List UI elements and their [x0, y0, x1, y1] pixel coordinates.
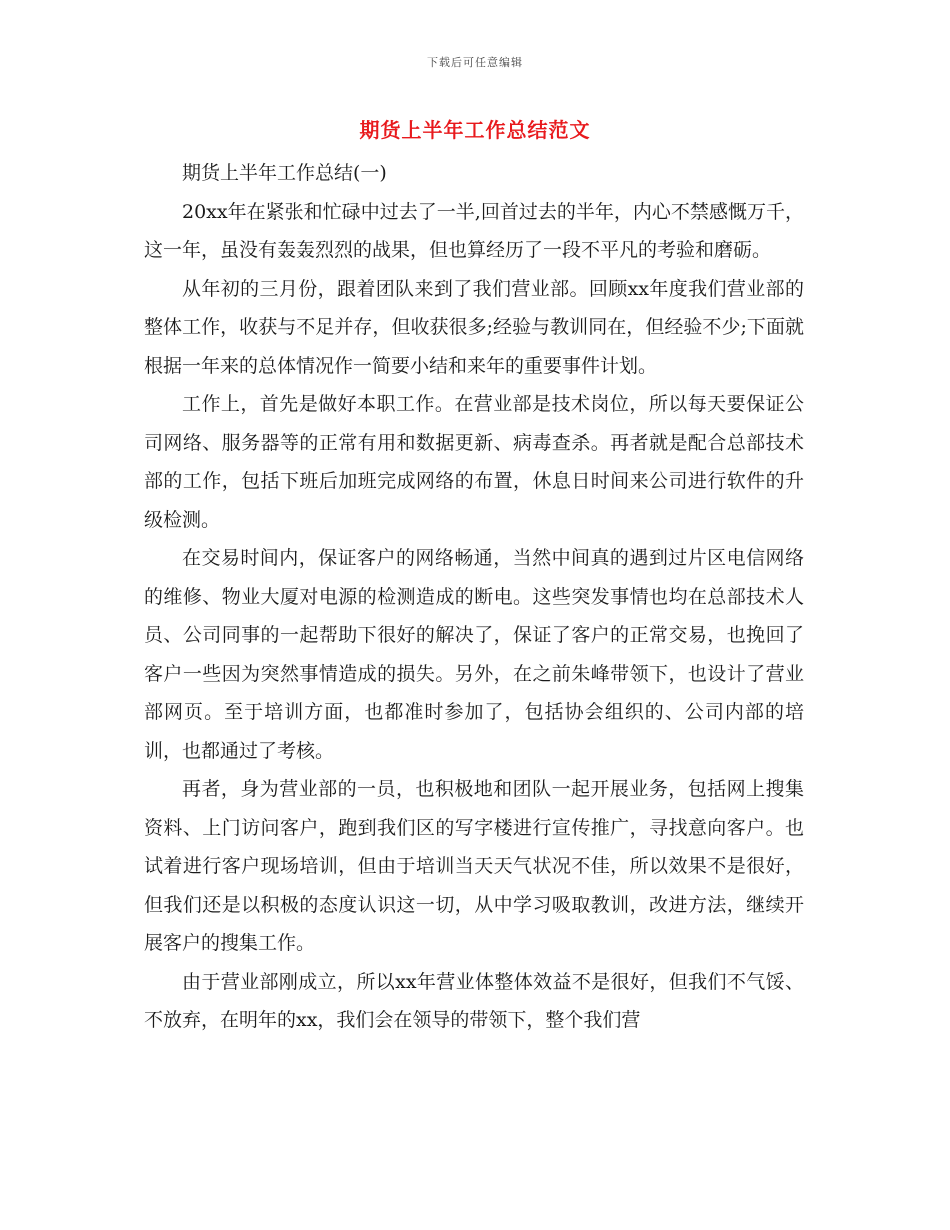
header-note: 下载后可任意编辑 [427, 56, 523, 69]
document-title: 期货上半年工作总结范文 [359, 118, 591, 142]
body-paragraph: 由于营业部刚成立，所以xx年营业体整体效益不是很好，但我们不气馁、不放弃，在明年的xx，我们会在领导的带领下，整个我们营 [144, 970, 804, 1031]
section-heading: 期货上半年工作总结(一) [182, 162, 387, 184]
body-paragraph: 在交易时间内，保证客户的网络畅通，当然中间真的遇到过片区电信网络的维修、物业大厦对电源的检测造成的断电。这些突发事情也均在总部技术人员、公司同事的一起帮助下很好的解决了，保证了客户的正常交易，也挽回了客户一些因为突然事情造成的损失。另外，在之前朱峰带领下，也设计了营业部网页。至于培训方面，也都准时参加了，包括协会组织的、公司内部的培训，也都通过了考核。 [144, 547, 804, 762]
document-body [144, 154, 804, 1040]
body-paragraph: 再者，身为营业部的一员，也积极地和团队一起开展业务，包括网上搜集资料、上门访问客户，跑到我们区的写字楼进行宣传推广，寻找意向客户。也试着进行客户现场培训，但由于培训当天天气状况不佳，所以效果不是很好，但我们还是以积极的态度认识这一切，从中学习吸取教训，改进方法，继续开展客户的搜集工作。 [144, 778, 804, 954]
body-paragraph: 从年初的三月份，跟着团队来到了我们营业部。回顾xx年度我们营业部的整体工作，收获与不足并存，但收获很多;经验与教训同在，但经验不少;下面就根据一年来的总体情况作一简要小结和来年的重要事件计划。 [144, 277, 804, 377]
body-paragraph: 工作上，首先是做好本职工作。在营业部是技术岗位，所以每天要保证公司网络、服务器等的正常有用和数据更新、病毒查杀。再者就是配合总部技术部的工作，包括下班后加班完成网络的布置，休息日时间来公司进行软件的升级检测。 [144, 393, 804, 531]
body-paragraph: 20xx年在紧张和忙碌中过去了一半,回首过去的半年，内心不禁感慨万千，这一年，虽没有轰轰烈烈的战果，但也算经历了一段不平凡的考验和磨砺。 [144, 200, 804, 261]
